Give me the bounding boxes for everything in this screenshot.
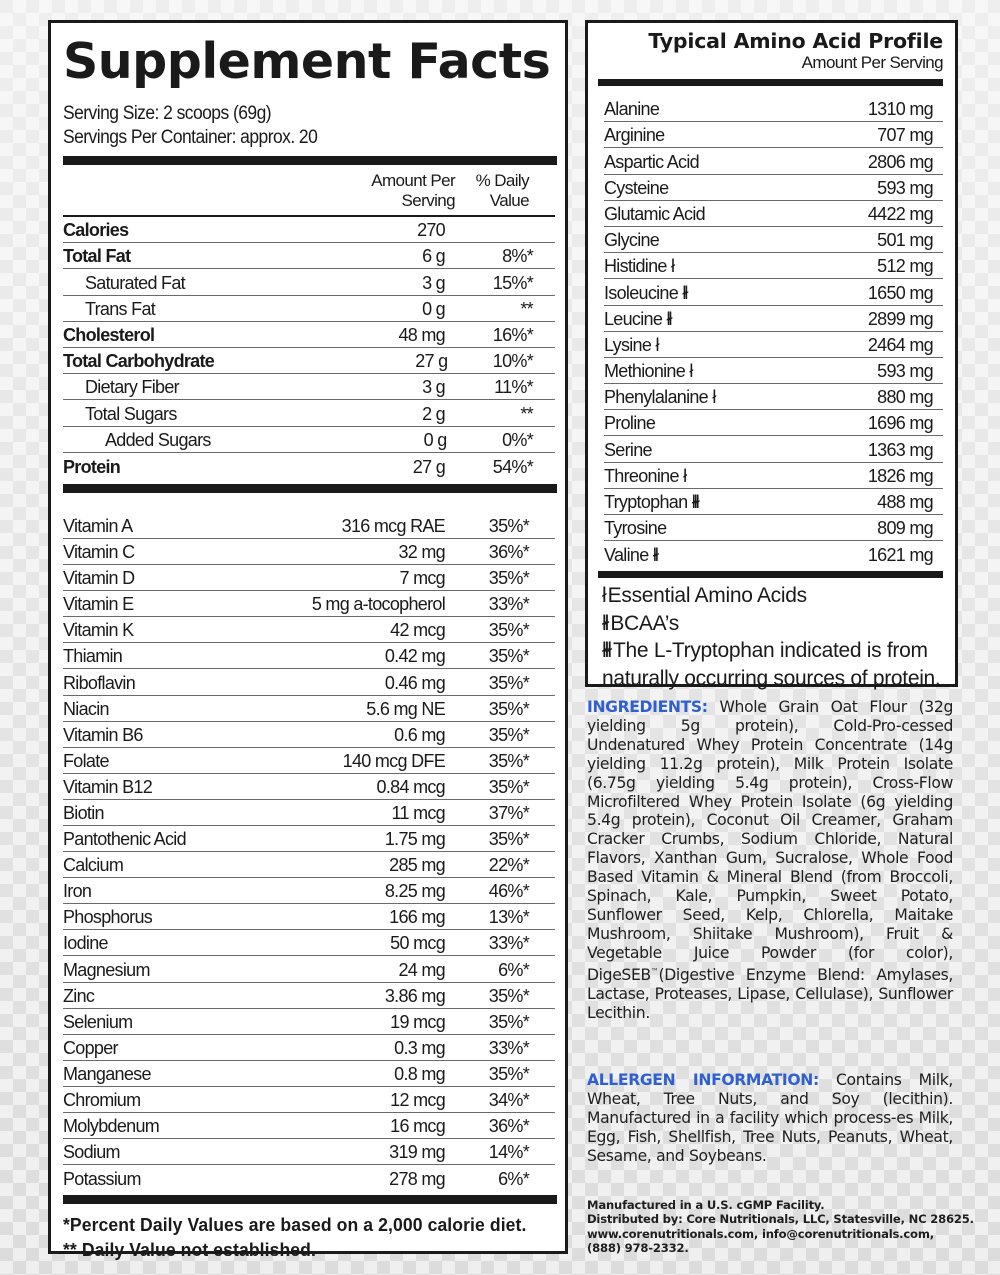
amino-acid-amount: 2899 mg	[867, 308, 933, 329]
nutrient-row	[63, 852, 555, 878]
amino-acid-label: Glycine	[604, 230, 660, 251]
amino-acid-name	[604, 230, 877, 251]
amino-acid-marker: ł	[671, 256, 674, 277]
nutrient-daily-value: 16%*	[492, 324, 533, 345]
nutrient-daily-value: 36%*	[488, 542, 529, 563]
nutrient-row	[63, 1009, 555, 1035]
nutrient-amount: 7 mcg	[399, 568, 445, 589]
nutrient-name: Potassium	[63, 1169, 141, 1190]
nutrient-daily-value: 13%*	[488, 907, 529, 928]
amino-acid-row	[604, 489, 943, 515]
amino-acid-name	[604, 466, 868, 487]
serving-info	[63, 102, 516, 150]
amino-acid-amount: 593 mg	[877, 177, 933, 198]
amino-acid-label: Leucine	[604, 308, 663, 329]
nutrient-daily-value: 22%*	[488, 855, 529, 876]
amino-acid-label: Phenylalanine	[604, 387, 708, 408]
nutrient-row	[63, 1165, 555, 1191]
nutrient-amount: 0.8 mg	[394, 1063, 445, 1084]
amino-acid-amount: 2806 mg	[867, 151, 933, 172]
nutrient-row	[63, 669, 555, 695]
nutrient-row	[63, 348, 555, 374]
footnotes	[63, 1212, 530, 1262]
trademark-symbol: ™	[650, 966, 659, 976]
nutrient-name: Calories	[63, 220, 129, 241]
nutrient-name: Magnesium	[63, 959, 150, 980]
nutrient-amount: 19 mcg	[390, 1011, 445, 1032]
amino-acid-amount: 2464 mg	[867, 334, 933, 355]
nutrient-amount: 0 g	[422, 298, 445, 319]
nutrient-name: Vitamin B6	[63, 724, 143, 745]
amino-acid-marker: łł	[652, 545, 657, 566]
amino-acid-legend	[598, 582, 943, 692]
amino-acid-amount: 880 mg	[877, 387, 933, 408]
amino-acid-name	[604, 204, 868, 225]
amino-acid-row	[604, 175, 943, 201]
amino-acid-row	[604, 541, 943, 567]
amino-acid-amount: 501 mg	[877, 230, 933, 251]
nutrient-amount: 0.3 mg	[394, 1037, 445, 1058]
nutrient-row	[63, 774, 555, 800]
amino-acid-row	[604, 436, 943, 462]
nutrient-name: Thiamin	[63, 646, 123, 667]
nutrient-name: Zinc	[63, 985, 95, 1006]
nutrient-daily-value: 33%*	[488, 594, 529, 615]
manufacturer-facility: Manufactured in a U.S. cGMP Facility.	[587, 1198, 825, 1212]
legend-line	[602, 637, 943, 665]
amino-acid-row	[604, 306, 943, 332]
divider-thick	[63, 1195, 557, 1204]
nutrient-amount: 48 mg	[398, 324, 445, 345]
nutrient-daily-value: 14%*	[488, 1142, 529, 1163]
nutrient-name: Total Fat	[63, 246, 131, 267]
nutrient-row	[63, 243, 555, 269]
legend-marker: łł	[602, 611, 608, 635]
nutrient-daily-value: 35%*	[488, 672, 529, 693]
manufacturer-distributor: Distributed by: Core Nutritionals, LLC, Statesville, NC 28625.	[587, 1212, 974, 1227]
amino-acid-amount: 1621 mg	[867, 545, 933, 566]
legend-text: Essential Amino Acids	[607, 584, 807, 608]
legend-marker: ł	[602, 584, 605, 608]
nutrient-amount: 11 mcg	[391, 803, 445, 823]
amino-acid-amount: 593 mg	[877, 361, 933, 382]
amino-acid-name	[604, 125, 877, 146]
amino-acid-row	[604, 227, 943, 253]
nutrient-name: Trans Fat	[85, 298, 156, 319]
nutrient-name: Vitamin E	[63, 594, 134, 615]
divider-thick	[598, 571, 943, 578]
nutrient-daily-value: 35%*	[488, 646, 529, 667]
nutrient-daily-value: 34%*	[488, 1090, 529, 1111]
amino-acid-label: Serine	[604, 439, 652, 460]
amino-acid-name	[604, 545, 868, 566]
daily-value-header: % Daily Value	[475, 171, 529, 210]
amino-acid-amount: 707 mg	[877, 125, 933, 146]
amino-acid-marker: łł	[682, 282, 687, 303]
amino-acid-label: Isoleucine	[604, 282, 679, 303]
amino-acid-marker: ł	[689, 361, 692, 382]
nutrient-row	[63, 983, 555, 1009]
nutrient-name: Vitamin A	[63, 515, 133, 536]
nutrient-amount: 5 mg a-tocopherol	[311, 594, 445, 615]
nutrient-amount: 316 mcg RAE	[341, 515, 445, 536]
amino-acid-name	[604, 99, 868, 120]
nutrient-name: Added Sugars	[105, 429, 211, 450]
nutrient-name: Vitamin D	[63, 568, 135, 589]
nutrient-amount: 3 g	[422, 272, 445, 293]
nutrient-daily-value: 35%*	[488, 620, 529, 641]
nutrient-name: Iodine	[63, 933, 108, 954]
amino-acid-amount: 1650 mg	[867, 282, 933, 303]
amino-acid-label: Threonine	[604, 465, 679, 486]
column-header	[63, 165, 555, 217]
nutrient-row	[63, 930, 555, 956]
nutrient-row	[63, 217, 555, 243]
amino-acid-row	[604, 253, 943, 279]
nutrient-daily-value: 36%*	[488, 1116, 529, 1137]
nutrient-row	[63, 643, 555, 669]
nutrient-amount: 278 mg	[389, 1169, 445, 1190]
nutrient-row	[63, 826, 555, 852]
amino-acid-row	[604, 148, 943, 174]
nutrient-amount: 5.6 mg NE	[366, 698, 445, 719]
nutrient-row	[63, 722, 555, 748]
nutrient-name: Molybdenum	[63, 1116, 160, 1137]
nutrient-amount: 1.75 mg	[384, 829, 445, 850]
nutrient-daily-value: 35%*	[488, 776, 529, 797]
amino-acid-row	[604, 384, 943, 410]
nutrient-row	[63, 513, 555, 539]
amino-acid-name	[604, 256, 877, 277]
nutrient-amount: 42 mcg	[390, 620, 445, 641]
nutrient-name: Selenium	[63, 1011, 133, 1032]
legend-line	[602, 665, 943, 693]
amino-acid-label: Histidine	[604, 256, 667, 277]
nutrient-daily-value: 35%*	[488, 568, 529, 589]
amino-acid-amount: 1826 mg	[867, 465, 933, 486]
nutrient-row	[63, 800, 555, 826]
nutrient-name: Total Carbohydrate	[63, 351, 215, 372]
amino-acid-row	[604, 122, 943, 148]
amino-acid-title: Typical Amino Acid Profile	[648, 29, 943, 53]
nutrient-daily-value: 35%*	[488, 515, 529, 536]
nutrient-daily-value: 15%*	[492, 272, 533, 293]
nutrient-amount: 27 g	[415, 351, 448, 372]
nutrient-row	[63, 453, 555, 479]
nutrient-amount: 16 mcg	[390, 1116, 445, 1137]
nutrient-name: Protein	[63, 456, 121, 477]
serving-size: Serving Size: 2 scoops (69g)	[63, 103, 272, 124]
nutrient-row	[63, 400, 555, 426]
nutrient-name: Vitamin B12	[63, 776, 153, 797]
amino-acid-row	[604, 463, 943, 489]
nutrient-daily-value: 46%*	[488, 881, 529, 902]
amino-acid-name	[604, 387, 877, 408]
amino-acid-name	[604, 492, 877, 513]
nutrient-daily-value: 6%*	[498, 1169, 529, 1190]
nutrient-name: Sodium	[63, 1142, 120, 1163]
divider-thick	[63, 156, 557, 165]
nutrient-row	[63, 748, 555, 774]
amino-acid-row	[604, 332, 943, 358]
nutrient-amount: 27 g	[412, 456, 445, 477]
amino-acid-row	[604, 410, 943, 436]
nutrient-name: Chromium	[63, 1090, 141, 1111]
legend-marker: łłł	[602, 639, 610, 663]
nutrient-row	[63, 322, 555, 348]
nutrient-daily-value: 35%*	[488, 985, 529, 1006]
nutrient-row	[63, 1087, 555, 1113]
nutrient-row	[63, 591, 555, 617]
nutrient-daily-value: 37%*	[488, 803, 529, 823]
nutrient-amount: 166 mg	[389, 907, 445, 928]
amino-acid-label: Valine	[604, 545, 649, 566]
footnote-daily-values: *Percent Daily Values are based on a 2,000 calorie diet.	[63, 1214, 527, 1236]
nutrient-name: Total Sugars	[85, 403, 177, 424]
nutrient-row	[63, 878, 555, 904]
amino-acid-label: Tyrosine	[604, 518, 667, 539]
nutrient-name: Iron	[63, 881, 92, 902]
amino-acid-amount: 488 mg	[877, 492, 933, 512]
nutrient-name: Copper	[63, 1037, 118, 1058]
nutrient-row	[63, 1139, 555, 1165]
nutrient-daily-value: 35%*	[488, 724, 529, 745]
amino-acid-label: Methionine	[604, 361, 686, 382]
amino-acid-amount: 1310 mg	[867, 99, 933, 120]
nutrient-row	[63, 1061, 555, 1087]
nutrient-amount: 270	[417, 220, 445, 241]
ingredients-text: INGREDIENTS: Whole Grain Oat Flour (32g yielding 5g protein), Cold-Pro-cessed Undenatured Whey Protein Concentrate (14g yielding 11.2g protein), Milk Protein Isolate (6.75g yielding 5.4g protein), Cross-Flow Microfiltered Whey Protein Isolate (6g yielding 5.4g protein), Coconut Oil Creamer, Graham Cracker Crumbs, Sodium Chloride, Natural Flavors, Xanthan Gum, Sucralose, Whole Food Based Vitamin & Mineral Blend (from Broccoli, Spinach, Kale, Pumpkin, Sweet Potato, Sunflower Seed, Kelp, Chlorella, Maitake Mushroom, Shiitake Mushroom), Fruit & Vegetable Juice Powder (for color), DigeSEB™(Digestive Enzyme Blend: Amylases, Lactase, Proteases, Lipase, Cellulase), Sunflower Lecithin.	[587, 698, 953, 1022]
manufacturer-phone: (888) 978-2332.	[587, 1241, 689, 1256]
nutrient-daily-value: 35%*	[488, 750, 529, 771]
nutrient-amount: 50 mcg	[390, 933, 445, 954]
amino-acid-amount: 512 mg	[877, 256, 933, 277]
nutrient-row	[63, 1035, 555, 1061]
micronutrient-table	[63, 513, 555, 1191]
amino-acid-marker: ł	[655, 334, 658, 355]
nutrient-name: Manganese	[63, 1063, 151, 1084]
amino-acid-name	[604, 335, 868, 356]
amino-acid-name	[604, 178, 877, 199]
nutrient-row	[63, 296, 555, 322]
legend-text: BCAA’s	[610, 611, 679, 635]
nutrient-amount: 12 mcg	[390, 1090, 445, 1111]
nutrient-row	[63, 539, 555, 565]
nutrient-name: Folate	[63, 750, 109, 771]
allergen-label: ALLERGEN INFORMATION:	[587, 1071, 819, 1089]
amino-acid-name	[604, 413, 868, 434]
amino-acid-amount: 809 mg	[877, 518, 933, 539]
amino-acid-label: Proline	[604, 413, 656, 434]
nutrient-amount: 140 mcg DFE	[342, 750, 445, 771]
nutrient-daily-value: 33%*	[488, 1037, 529, 1058]
amino-acid-label: Cysteine	[604, 177, 669, 198]
amino-acid-row	[604, 96, 943, 122]
allergen-text: ALLERGEN INFORMATION: Contains Milk, Wheat, Tree Nuts, and Soy (lecithin). Manufactured in a facility which process-es Milk, Egg, Fish, Shellfish, Tree Nuts, Peanuts, Wheat, Sesame, and Soybeans.	[587, 1071, 953, 1165]
nutrient-row	[63, 696, 555, 722]
legend-line	[602, 582, 943, 610]
nutrient-amount: 6 g	[422, 246, 445, 267]
legend-line	[602, 610, 943, 638]
amino-acid-marker: łł	[666, 308, 671, 329]
footnote-not-established: ** Daily Value not established.	[63, 1239, 316, 1261]
amino-acid-amount: 1363 mg	[867, 439, 933, 460]
nutrient-amount: 0 g	[423, 429, 447, 450]
nutrient-name: Vitamin K	[63, 620, 134, 641]
amino-acid-label: Arginine	[604, 125, 665, 146]
amino-acid-name	[604, 283, 868, 304]
nutrient-amount: 0.46 mg	[384, 672, 445, 693]
servings-per-container: Servings Per Container: approx. 20	[63, 127, 318, 148]
amino-acid-amount: 4422 mg	[867, 203, 933, 224]
nutrient-daily-value: 6%*	[498, 959, 529, 980]
nutrient-name: Calcium	[63, 855, 124, 876]
nutrient-amount: 32 mg	[398, 542, 445, 563]
nutrient-name: Biotin	[63, 803, 104, 823]
nutrient-amount: 285 mg	[389, 855, 445, 876]
nutrient-daily-value: 8%*	[502, 246, 533, 267]
nutrient-daily-value: 35%*	[488, 829, 529, 850]
amino-acid-label: Aspartic Acid	[604, 151, 699, 172]
amino-acid-marker: ł	[712, 387, 715, 408]
nutrient-row	[63, 565, 555, 591]
nutrient-amount: 0.6 mg	[394, 724, 445, 745]
nutrient-amount: 2 g	[422, 403, 445, 424]
supplement-facts-panel	[48, 20, 568, 1261]
amino-acid-row	[604, 279, 943, 305]
manufacturer-contact: www.corenutritionals.com, info@corenutritionals.com,	[587, 1226, 934, 1241]
nutrient-row	[63, 617, 555, 643]
nutrient-row	[63, 1113, 555, 1139]
nutrient-daily-value: 35%*	[488, 1063, 529, 1084]
amino-acid-row	[604, 515, 943, 541]
nutrient-daily-value: **	[520, 298, 533, 319]
nutrient-daily-value: 10%*	[492, 351, 533, 372]
macronutrient-table	[63, 217, 555, 479]
amino-acid-amount: 1696 mg	[867, 413, 933, 434]
amino-acid-panel	[585, 20, 958, 690]
amino-acid-marker: ł	[683, 465, 686, 486]
nutrient-name: Pantothenic Acid	[63, 829, 186, 850]
amino-acid-name	[604, 518, 877, 539]
nutrient-amount: 3 g	[422, 377, 445, 398]
nutrient-name: Dietary Fiber	[85, 377, 179, 398]
nutrient-row	[63, 374, 555, 400]
nutrient-name: Phosphorus	[63, 907, 153, 928]
nutrient-name: Saturated Fat	[85, 272, 185, 293]
nutrient-name: Niacin	[63, 698, 109, 719]
nutrient-row	[63, 956, 555, 982]
amino-acid-label: Tryptophan	[604, 492, 688, 512]
amino-acid-label: Lysine	[604, 334, 652, 355]
nutrient-row	[63, 427, 555, 453]
nutrient-amount: 8.25 mg	[384, 881, 445, 902]
amino-acid-table	[598, 96, 943, 567]
nutrient-daily-value: 11%*	[494, 377, 533, 398]
divider-thick	[598, 79, 943, 86]
amino-acid-marker: łłł	[691, 492, 698, 512]
nutrient-amount: 3.86 mg	[384, 985, 445, 1006]
amino-acid-name	[604, 361, 877, 382]
nutrient-row	[63, 269, 555, 295]
amino-acid-label: Glutamic Acid	[604, 203, 705, 224]
manufacturer-info	[587, 1198, 974, 1256]
legend-text: naturally occurring sources of protein.	[602, 666, 941, 690]
nutrient-amount: 0.84 mcg	[376, 776, 445, 797]
divider-thick	[63, 484, 557, 493]
nutrient-daily-value: 35%*	[488, 1011, 529, 1032]
supplement-facts-title: Supplement Facts	[63, 33, 551, 90]
amino-acid-row	[604, 358, 943, 384]
nutrient-name: Vitamin C	[63, 542, 135, 563]
amino-acid-label: Alanine	[604, 99, 660, 120]
nutrient-daily-value: 33%*	[488, 933, 529, 954]
nutrient-daily-value: **	[520, 403, 533, 424]
amino-acid-name	[604, 440, 868, 461]
nutrient-amount: 319 mg	[389, 1142, 445, 1163]
amino-acid-name	[604, 309, 868, 330]
nutrient-amount: 24 mg	[398, 959, 445, 980]
amino-acid-name	[604, 152, 868, 173]
nutrient-daily-value: 35%*	[488, 698, 529, 719]
amino-acid-row	[604, 201, 943, 227]
nutrient-name: Cholesterol	[63, 324, 155, 345]
legend-text: The L-Tryptophan indicated is from	[613, 639, 928, 663]
nutrient-daily-value: 0%*	[502, 429, 533, 450]
nutrient-name: Riboflavin	[63, 672, 136, 693]
nutrient-daily-value: 54%*	[492, 456, 533, 477]
ingredients-label: INGREDIENTS:	[587, 698, 708, 716]
amino-acid-subtitle: Amount Per Serving	[801, 53, 943, 72]
amount-header: Amount Per Serving	[371, 171, 455, 210]
nutrient-row	[63, 904, 555, 930]
nutrient-amount: 0.42 mg	[384, 646, 445, 667]
